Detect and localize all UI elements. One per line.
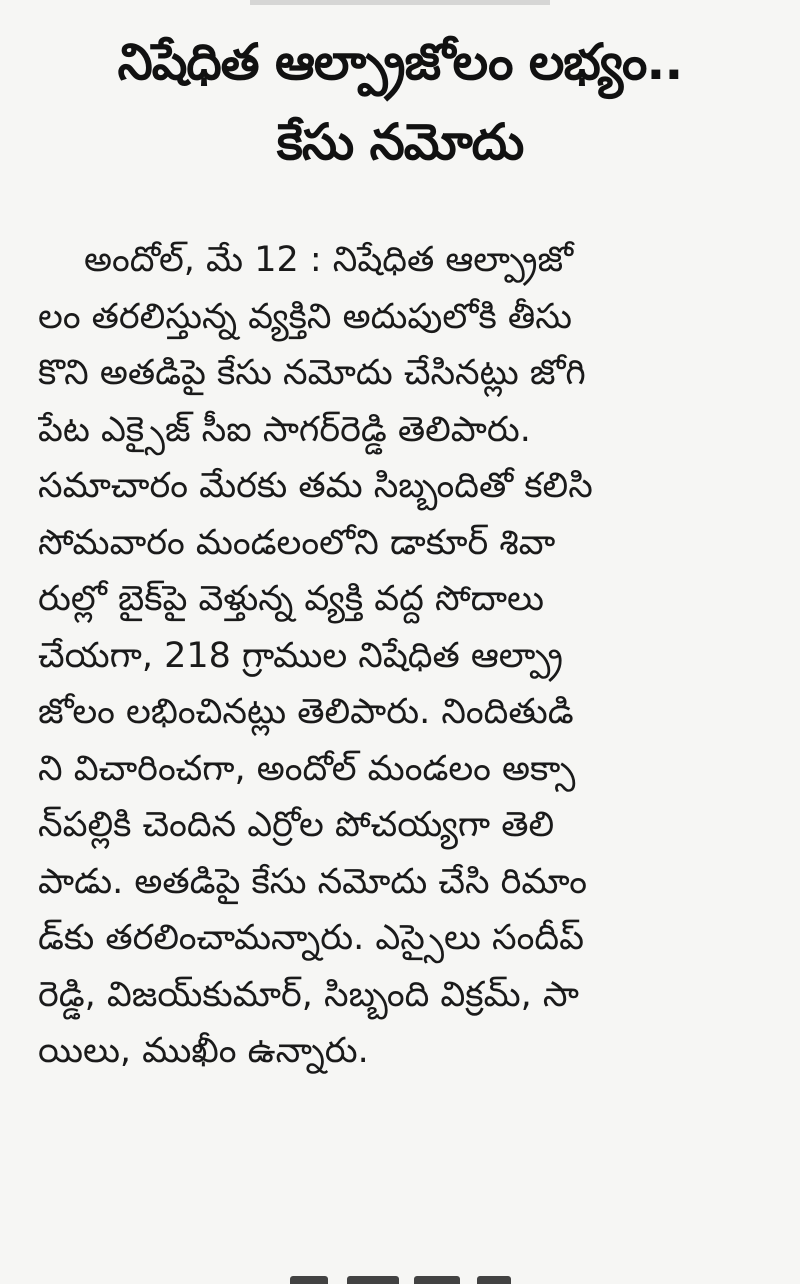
headline (20, 22, 780, 182)
body-line-3: కొని అతడిపై కేసు నమోదు చేసినట్లు జోగి (38, 353, 586, 393)
body-line-5: సమాచారం మేరకు తమ సిబ్బందితో కలిసి (38, 466, 593, 506)
body-line-10: ని విచారించగా, అందోల్ మండలం అక్సా (38, 748, 576, 789)
body-line-4: పేట ఎక్సైజ్ సీఐ సాగర్‌రెడ్డి తెలిపారు. (38, 409, 531, 450)
headline-line-1: నిషేధిత ఆల్ప్రాజోలం లభ్యం.. (117, 33, 683, 91)
body-line-2: లం తరలిస్తున్న వ్యక్తిని అదుపులోకి తీసు (38, 296, 572, 337)
body-line-1: అందోల్, మే 12 : నిషేధిత ఆల్ప్రాజో (84, 240, 574, 280)
headline-line-2: కేసు నమోదు (276, 113, 524, 171)
article-body (38, 232, 762, 1080)
body-line-12: పాడు. అతడిపై కేసు నమోదు చేసి రిమాం (38, 861, 588, 902)
bottom-edge-bleed (290, 1270, 590, 1284)
body-line-8: చేయగా, 218 గ్రాముల నిషేధిత ఆల్ప్రా (38, 635, 563, 676)
body-line-11: న్‌పల్లికి చెందిన ఎర్రోల పోచయ్యగా తెలి (38, 805, 555, 845)
body-line-15: యిలు, ముఖీం ఉన్నారు. (38, 1031, 369, 1071)
body-line-14: రెడ్డి, విజయ్‌కుమార్, సిబ్బంది విక్రమ్, సా (38, 974, 579, 1015)
body-line-9: జోలం లభించినట్లు తెలిపారు. నిందితుడి (38, 692, 574, 732)
body-line-7: రుల్లో బైక్‌పై వెళ్తున్న వ్యక్తి వద్ద సోదాలు (38, 579, 544, 619)
body-line-13: డ్‌కు తరలించామన్నారు. ఎస్సైలు సందీప్ (38, 918, 584, 958)
body-line-6: సోమవారం మండలంలోని డాకూర్ శివా (38, 522, 556, 563)
top-edge-bleed (250, 0, 550, 5)
